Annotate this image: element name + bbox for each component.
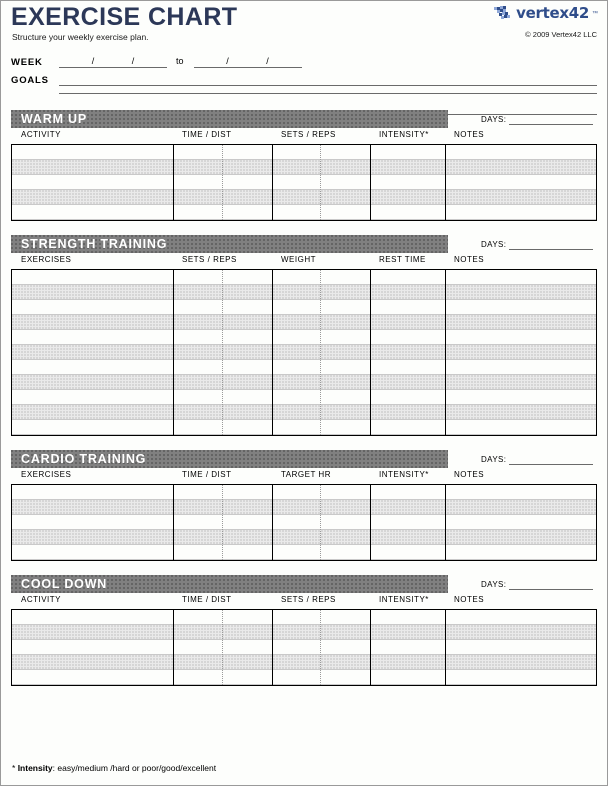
column-header: NOTES (454, 595, 485, 604)
column-header: SETS / REPS (281, 130, 336, 139)
days-label-warm-up: DAYS: (481, 115, 507, 124)
logo-wordmark: vertex42 (516, 4, 589, 22)
column-subdivider (320, 145, 321, 220)
days-group-cardio-training (481, 453, 593, 465)
section-header-strength-training (11, 235, 597, 253)
section-bar-cardio-training (11, 450, 448, 468)
column-divider (370, 610, 371, 685)
goals-line-2[interactable] (59, 93, 597, 94)
column-divider (445, 485, 446, 560)
checkered-flag-icon (494, 6, 513, 21)
footnote-label: Intensity (17, 763, 53, 773)
page-title: EXERCISE CHART (11, 3, 238, 31)
column-header: INTENSITY* (379, 130, 429, 139)
vertex42-logo (494, 6, 598, 21)
table-row[interactable] (12, 515, 596, 530)
sections-container (1, 110, 607, 686)
table-row[interactable] (12, 360, 596, 375)
column-header: INTENSITY* (379, 470, 429, 479)
footnote-asterisk: * (12, 763, 16, 773)
column-divider (370, 485, 371, 560)
section-cardio-training (11, 450, 597, 561)
table-strength-training[interactable] (11, 269, 597, 436)
table-row[interactable] (12, 375, 596, 390)
table-row[interactable] (12, 485, 596, 500)
column-header: SETS / REPS (281, 595, 336, 604)
section-title-warm-up: WARM UP (21, 112, 88, 126)
table-row[interactable] (12, 390, 596, 405)
column-header: TIME / DIST (182, 470, 232, 479)
goals-label: GOALS (11, 75, 49, 86)
table-row[interactable] (12, 545, 596, 560)
table-row[interactable] (12, 640, 596, 655)
column-divider (445, 145, 446, 220)
table-row[interactable] (12, 500, 596, 515)
table-row[interactable] (12, 190, 596, 205)
column-divider (445, 270, 446, 435)
column-header: NOTES (454, 470, 485, 479)
column-header: EXERCISES (21, 255, 72, 264)
section-bar-strength-training (11, 235, 448, 253)
week-from-field[interactable] (59, 55, 167, 68)
days-label-strength-training: DAYS: (481, 240, 507, 249)
column-divider (272, 610, 273, 685)
date-separator-4: / (266, 56, 269, 66)
table-row[interactable] (12, 270, 596, 285)
days-group-strength-training (481, 238, 593, 250)
days-label-cardio-training: DAYS: (481, 455, 507, 464)
column-subdivider (222, 485, 223, 560)
days-field-cardio-training[interactable] (509, 453, 593, 465)
week-label: WEEK (11, 57, 43, 68)
date-separator-3: / (226, 56, 229, 66)
section-title-strength-training: STRENGTH TRAINING (21, 237, 168, 251)
column-header: NOTES (454, 255, 485, 264)
table-row[interactable] (12, 145, 596, 160)
days-field-warm-up[interactable] (509, 113, 593, 125)
page-subtitle: Structure your weekly exercise plan. (12, 32, 149, 42)
column-divider (173, 270, 174, 435)
column-subdivider (320, 485, 321, 560)
column-divider (272, 485, 273, 560)
goals-field[interactable] (59, 72, 597, 86)
section-bar-warm-up (11, 110, 448, 128)
column-divider (370, 270, 371, 435)
section-bar-cool-down (11, 575, 448, 593)
section-title-cool-down: COOL DOWN (21, 577, 108, 591)
column-subdivider (222, 145, 223, 220)
week-to-field[interactable] (194, 55, 302, 68)
column-header: TIME / DIST (182, 595, 232, 604)
table-row[interactable] (12, 625, 596, 640)
table-row[interactable] (12, 420, 596, 435)
column-divider (370, 145, 371, 220)
column-header: TIME / DIST (182, 130, 232, 139)
column-headers-cool-down (11, 595, 597, 609)
date-separator-1: / (91, 56, 95, 66)
column-subdivider (222, 270, 223, 435)
column-header: TARGET HR (281, 470, 331, 479)
column-divider (173, 610, 174, 685)
column-header: REST TIME (379, 255, 426, 264)
table-row[interactable] (12, 330, 596, 345)
trademark-symbol: ™ (592, 10, 598, 17)
column-divider (272, 270, 273, 435)
column-header: WEIGHT (281, 255, 316, 264)
column-divider (272, 145, 273, 220)
table-row[interactable] (12, 175, 596, 190)
section-cool-down (11, 575, 597, 686)
days-group-cool-down (481, 578, 593, 590)
intensity-footnote (12, 763, 216, 773)
table-row[interactable] (12, 300, 596, 315)
section-header-cool-down (11, 575, 597, 593)
column-headers-strength-training (11, 255, 597, 269)
table-row[interactable] (12, 345, 596, 360)
goals-row (11, 72, 597, 86)
column-header: SETS / REPS (182, 255, 237, 264)
days-field-strength-training[interactable] (509, 238, 593, 250)
column-header: EXERCISES (21, 470, 72, 479)
table-cool-down[interactable] (11, 609, 597, 686)
column-divider (173, 145, 174, 220)
column-divider (173, 485, 174, 560)
days-label-cool-down: DAYS: (481, 580, 507, 589)
column-header: INTENSITY* (379, 595, 429, 604)
page-header (1, 1, 607, 51)
column-header: ACTIVITY (21, 595, 62, 604)
section-warm-up (11, 110, 597, 221)
column-header: ACTIVITY (21, 130, 62, 139)
table-warm-up[interactable] (11, 144, 597, 221)
column-subdivider (222, 610, 223, 685)
table-row[interactable] (12, 670, 596, 685)
column-subdivider (320, 270, 321, 435)
column-headers-cardio-training (11, 470, 597, 484)
table-row[interactable] (12, 205, 596, 220)
date-separator-2: / (131, 56, 135, 66)
section-header-cardio-training (11, 450, 597, 468)
footnote-text: : easy/medium /hard or poor/good/excellent (52, 763, 217, 773)
meta-block (11, 51, 597, 106)
table-row[interactable] (12, 655, 596, 670)
section-strength-training (11, 235, 597, 436)
column-header: NOTES (454, 130, 485, 139)
column-headers-warm-up (11, 130, 597, 144)
days-field-cool-down[interactable] (509, 578, 593, 590)
section-title-cardio-training: CARDIO TRAINING (21, 452, 147, 466)
days-group-warm-up (481, 113, 593, 125)
table-cardio-training[interactable] (11, 484, 597, 561)
week-row (11, 55, 302, 68)
table-row[interactable] (12, 610, 596, 625)
table-row[interactable] (12, 285, 596, 300)
to-label: to (176, 56, 184, 66)
table-row[interactable] (12, 160, 596, 175)
table-row[interactable] (12, 405, 596, 420)
column-divider (445, 610, 446, 685)
table-row[interactable] (12, 315, 596, 330)
table-row[interactable] (12, 530, 596, 545)
copyright-notice: © 2009 Vertex42 LLC (525, 30, 597, 39)
section-header-warm-up (11, 110, 597, 128)
column-subdivider (320, 610, 321, 685)
